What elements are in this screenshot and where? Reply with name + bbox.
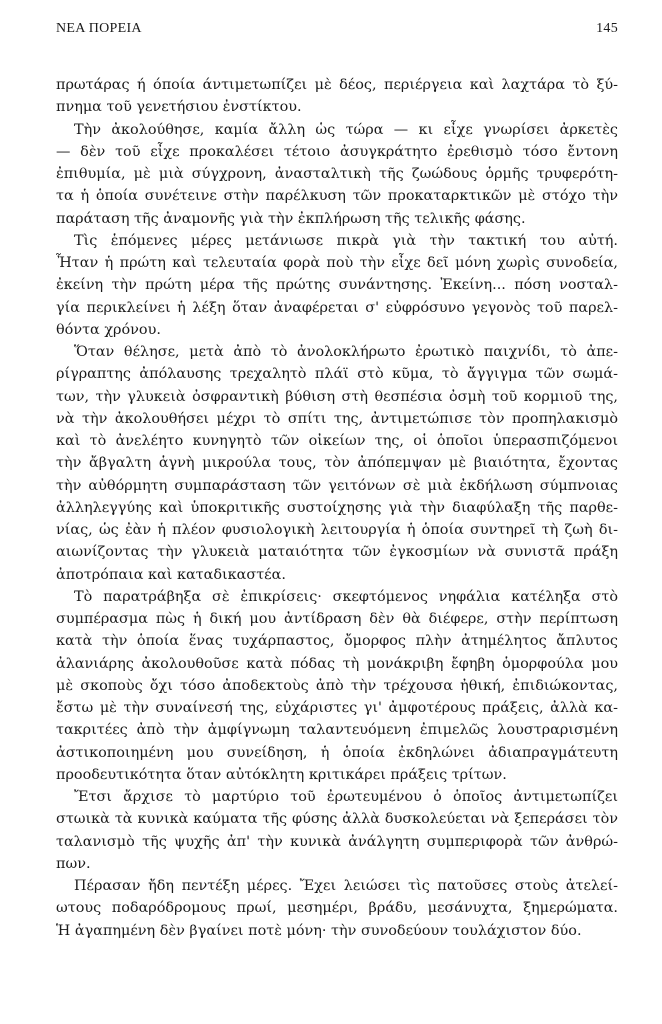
text-line: νίας, ὡς ἐὰν ἡ πλέον φυσιολογικὴ λειτουργία ἡ ὁποία συντηρεῖ τὴ ζωὴ δι- — [56, 522, 618, 538]
text-line: γία περικλείνει ἡ λέξη ὅταν ἀναφέρεται σ' εὐφρόσυνο γεγονὸς τοῦ παρελ- — [56, 299, 618, 316]
text-line: πρωτάρας ή όποία άντιμετωπίζει μὲ δέος, περιέργεια καὶ λαχτάρα τὸ ξύ- — [56, 77, 618, 93]
text-line: ρίγραπτης ἀπόλαυσης τρεχαλητὸ πλάϊ στὸ κῦμα, τὸ ἄγγιγμα τῶν σωμά- — [56, 366, 618, 383]
text-line: τὴν αὐθόρμητη συμπαράσταση τῶν γειτόνων σὲ μιὰ ἐκδήλωση σύμπνοιας — [56, 477, 618, 494]
text-line: Ἔτσι ἄρχισε τὸ μαρτύριο τοῦ ἐρωτευμένου ὁ ὁποῖος ἀντιμετωπίζει — [74, 789, 618, 805]
text-line: Πέρασαν ἤδη πεντέξη μέρες. Ἔχει λειώσει τὶς πατοῦσες στοὺς ἀτελεί- — [74, 878, 618, 894]
text-line: κατὰ τὴν ὁποία ἕνας τυχάρπαστος, ὄμορφος πλὴν ἀτημέλητος ἄπλυτος — [56, 633, 618, 650]
text-line: ἐκείνη τὴν πρώτη μέρα τῆς πρώτης συνάντησης. Ἐκείνη... πόση νοσταλ- — [56, 277, 618, 294]
text-line: Ὅταν θέλησε, μετὰ ἀπὸ τὸ ἀνολοκλήρωτο ἐρωτικὸ παιχνίδι, τὸ ἀπε- — [74, 344, 618, 360]
text-line: Τὸ παρατράβηξα σὲ ἐπικρίσεις· σκεφτόμενος νηφάλια κατέληξα στὸ — [74, 588, 618, 605]
text-line: θόντα χρόνου. — [56, 321, 161, 338]
text-line: Τὶς ἑπόμενες μέρες μετάνιωσε πικρὰ γιὰ τὴν τακτική του αὐτή. — [74, 232, 618, 249]
text-line: παράταση τῆς ἀναμονῆς γιὰ τὴν ἐκπλήρωση τῆς τελικῆς φάσης. — [56, 210, 526, 227]
text-line: — δὲν τοῦ εἶχε προκαλέσει τέτοιο ἀσυγκράτητο ἐρεθισμὸ τόσο ἔντονη — [56, 143, 618, 160]
text-line: των, τὴν γλυκειὰ ὀσφραντικὴ βύθιση στὴ θεσπέσια ὀσμὴ τοῦ κορμιοῦ της, — [56, 388, 618, 405]
running-title: ΝΕΑ ΠΟΡΕΙΑ — [56, 21, 142, 36]
text-line: στωικὰ τὰ κυνικὰ καύματα τῆς φύσης ἀλλὰ δυσκολεύεται νὰ ξεπεράσει τὸν — [56, 811, 618, 828]
text-line: συμπέρασμα πὼς ἡ δική μου ἀντίδραση δὲν θὰ διέφερε, στὴν περίπτωση — [56, 611, 618, 627]
text-line: τὴν ἄβγαλτη ἁγνὴ μικρούλα τους, τὸν ἀπόπεμψαν μὲ βιαιότητα, ἔχοντας — [56, 455, 618, 472]
text-line: ταλανισμὸ τῆς ψυχῆς ἀπ' τὴν κυνικὰ ἀνάλγητη συμπεριφορὰ τῶν ἀνθρώ- — [56, 833, 618, 850]
text-line: Ἡ ἀγαπημένη δὲν βγαίνει ποτὲ μόνη· τὴν συνοδεύουν τουλάχιστον δύο. — [56, 922, 582, 939]
text-line: πνημα τοῦ γενετήσιου ἐνστίκτου. — [56, 99, 302, 116]
text-line: μὲ σκοποὺς ὄχι τόσο ἀποδεκτοὺς ἀπὸ τὴν τρέχουσα ἠθική, ἐπιδιώκοντας, — [56, 677, 618, 694]
text-line: τακριτέες ἀπὸ τὴν ἀμφίγνωμη ταλαντευόμενη ἐπιμελῶς λουστραρισμένη — [56, 722, 618, 739]
text-line: ἀλληλεγγύης καὶ ὑποκριτικῆς συστοίχησης γιὰ τὴν διαφύλαξη τῆς παρθε- — [56, 499, 618, 516]
text-line: καὶ τὸ ἀνελέητο κυνηγητὸ τῶν οἰκείων της, οἱ ὁποῖοι ὑπερασπιζόμενοι — [56, 433, 618, 449]
text-line: ἔστω μὲ τὴν συναίνεσή της, εὐχάριστες γι' ἀμφοτέρους πράξεις, ἀλλὰ κα- — [56, 700, 618, 716]
text-line: αιωνίζοντας τὴν γλυκειὰ ματαιότητα τῶν ἐγκοσμίων νὰ συνιστᾶ πράξη — [56, 544, 618, 561]
text-line: ἀλανιάρης ἀκολουθοῦσε κατὰ πόδας τὴ μονάκριβη ἔφηβη ὁμορφούλα μου — [56, 655, 618, 672]
text-line: πων. — [56, 855, 91, 872]
text-line: ἀποτρόπαια καὶ καταδικαστέα. — [56, 566, 286, 583]
body-text — [56, 74, 618, 942]
text-line: Ἦταν ἡ πρώτη καὶ τελευταία φορὰ ποὺ τὴν εἶχε δεῖ μόνη χωρὶς συνοδεία, — [56, 255, 618, 271]
page-number: 145 — [596, 21, 618, 36]
text-line: νὰ τὴν ἀκολουθήσει μέχρι τὸ σπίτι της, ἀντιμετώπισε τὸν προπηλακισμὸ — [56, 410, 618, 427]
text-line: Τὴν ἀκολούθησε, καμία ἄλλη ὡς τώρα — κι εἶχε γνωρίσει ἀρκετὲς — [74, 121, 618, 138]
text-line: προοδευτικότητα ὅταν αὐτόκλητη κριτικάρει πράξεις τρίτων. — [56, 766, 507, 783]
book-page — [56, 0, 618, 1024]
text-line: ωτους ποδαρόδρομους πρωί, μεσημέρι, βράδυ, μεσάνυχτα, ξημερώματα. — [56, 900, 618, 917]
text-line: ἀστικοποιημένη μου συνείδηση, ἡ ὁποία ἐκδηλώνει ἀδιαπραγμάτευτη — [56, 744, 618, 761]
text-line: τα ἡ ὁποία συνέτεινε στὴν παρέλκυση τῶν προκαταρκτικῶν μὲ στόχο τὴν — [56, 188, 618, 205]
text-line: ἐπιθυμία, μὲ μιὰ σύγχρονη, ἀνασταλτικὴ τῆς ζωώδους ὁρμῆς τρυφερότη- — [56, 166, 618, 182]
